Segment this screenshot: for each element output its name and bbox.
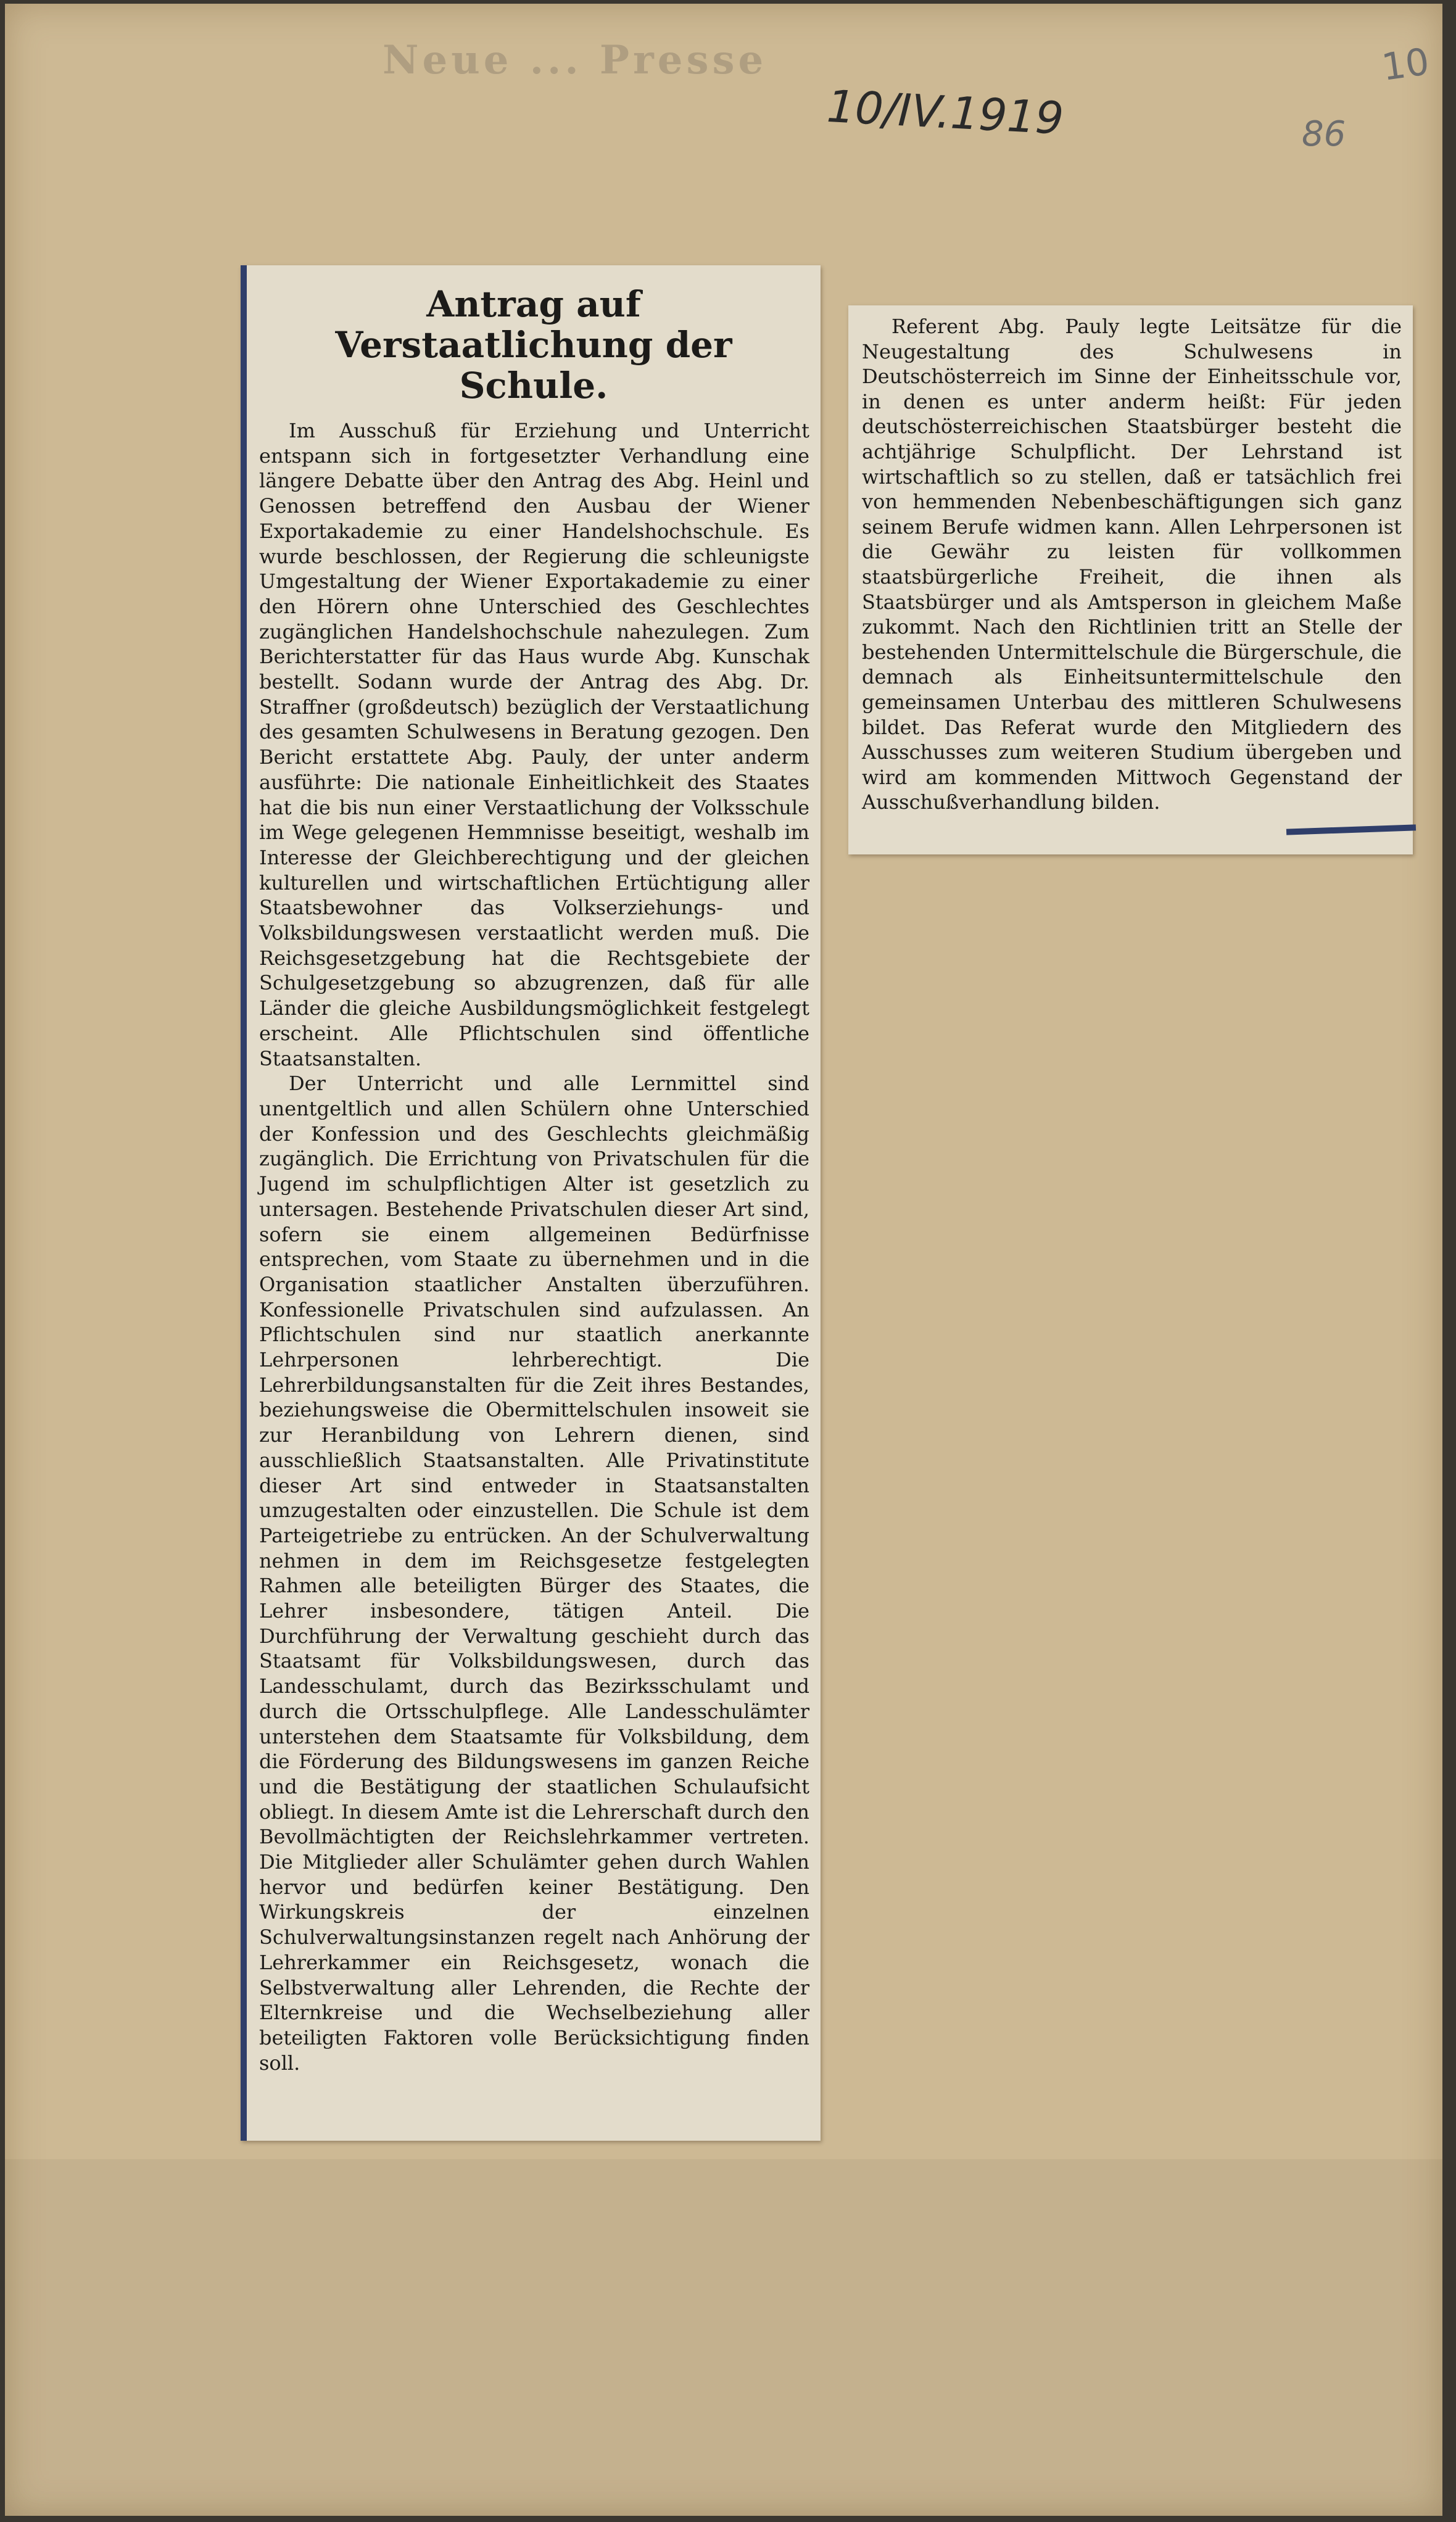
sheet-fold-shading [5, 2159, 1442, 2516]
newspaper-clipping-right [848, 305, 1413, 854]
article-paragraph: Referent Abg. Pauly legte Leitsätze für die Neugestaltung des Schulwesens in Deutschösterreich im Sinne der Einheitsschule vor, in denen es unter anderm heißt: Für jeden deutschösterreichischen Staatsbürger besteht die achtjährige Schulpflicht. Der Lehrstand ist wirtschaftlich so zu stellen, daß er tatsächlich frei von hemmenden Nebenbeschäftigungen sich ganz seinem Berufe widmen kann. Allen Lehrpersonen ist die Gewähr zu leisten für vollkommen staatsbürgerliche Freiheit, die ihnen als Staatsbürger und als Amtsperson in gleichem Maße zukommt. Nach den Richtlinien tritt an Stelle der bestehenden Untermittelschule die Bürgerschule, die demnach als Einheitsuntermittelschule den gemeinsamen Unterbau des mittleren Schulwesens bildet. Das Referat wurde den Mitgliedern des Ausschusses zum weiteren Studium übergeben und wird am kommenden Mittwoch Gegenstand der Ausschußverhandlung bilden. [862, 315, 1402, 814]
article-body-right [862, 314, 1402, 815]
article-paragraph: Im Ausschuß für Erziehung und Unterricht entspann sich in fortgesetzter Verhandlung eine längere Debatte über den Antrag des Abg. Heinl und Genossen betreffend den Ausbau der Wiener Exportakademie zu einer Handelshochschule. Es wurde beschlossen, der Regierung die schleunigste Umgestaltung der Wiener Exportakademie zu einer den Hörern ohne Unterschied des Geschlechtes zugänglichen Handelshochschule nahezulegen. Zum Berichterstatter für das Haus wurde Abg. Kunschak bestellt. Sodann wurde der Antrag des Abg. Dr. Straffner (großdeutsch) bezüglich der Verstaatlichung des gesamten Schulwesens in Beratung gezogen. Den Bericht erstattete Abg. Pauly, der unter anderm ausführte: Die nationale Einheitlichkeit des Staates hat die bis nun einer Verstaatlichung der Volksschule im Wege gelegenen Hemmnisse beseitigt, weshalb im Interesse der Gleichberechtigung und der gleichen kulturellen und wirtschaftlichen Ertüchtigung aller Staatsbewohner das Volkserziehungs- und Volksbildungswesen verstaatlicht werden muß. Die Reichsgesetzgebung hat die Rechtsgebiete der Schulgesetzgebung so abzugrenzen, daß für alle Länder die gleiche Ausbildungsmöglichkeit festgelegt erscheint. Alle Pflichtschulen sind öffentliche Staatsanstalten. [259, 419, 809, 1070]
newspaper-clipping-left [241, 265, 821, 2141]
handwritten-date: 10/IV.1919 [825, 80, 1065, 144]
article-headline: Antrag auf Verstaatlichung der Schule. [335, 283, 732, 407]
folio-number: 86 [1302, 114, 1346, 154]
article-paragraph: Der Unterricht und alle Lernmittel sind unentgeltlich und allen Schülern ohne Unterschied der Konfession und des Geschlechts gleichmäßig zugänglich. Die Errichtung von Privatschulen für die Jugend im schulpflichtigen Alter ist gesetzlich zu untersagen. Bestehende Privatschulen dieser Art sind, sofern sie einem allgemeinen Bedürfnisse entsprechen, vom Staate zu übernehmen und in die Organisation staatlicher Anstalten überzuführen. Konfessionelle Privatschulen sind aufzulassen. An Pflichtschulen sind nur staatlich anerkannte Lehrpersonen lehrberechtigt. Die Lehrerbildungsanstalten für die Zeit ihres Bestandes, beziehungsweise die Obermittelschulen insoweit sie zur Heranbildung von Lehrern dienen, sind ausschließlich Staatsanstalten. Alle Privatinstitute dieser Art sind entweder in Staatsanstalten umzugestalten oder einzustellen. Die Schule ist dem Parteigetriebe zu entrücken. An der Schulverwaltung nehmen in dem im Reichsgesetze festgelegten Rahmen alle beteiligten Bürger des Staates, die Lehrer insbesondere, tätigen Anteil. Die Durchführung der Verwaltung geschieht durch das Staatsamt für Volksbildungswesen, durch das Landesschulamt, durch das Bezirksschulamt und durch die Ortsschulpflege. Alle Landesschulämter unterstehen dem Staatsamte für Volksbildung, dem die Förderung des Bildungswesens im ganzen Reiche und die Bestätigung der staatlichen Schulaufsicht obliegt. In diesem Amte ist die Lehrerschaft durch den Bevollmächtigten der Reichslehrkammer vertreten. Die Mitglieder aller Schulämter gehen durch Wahlen hervor und bedürfen keiner Bestätigung. Den Wirkungskreis der einzelnen Schulverwaltungsinstanzen regelt nach Anhörung der Lehrerkammer ein Reichsgesetz, wonach die Selbstverwaltung aller Lehrenden, die Rechte der Elternkreise und die Wechselbeziehung aller beteiligten Faktoren volle Berücksichtigung finden soll. [259, 1072, 809, 2075]
article-body-left [259, 418, 809, 2075]
faded-masthead: Neue ... Presse [383, 37, 767, 83]
corner-number: 10 [1379, 40, 1432, 89]
